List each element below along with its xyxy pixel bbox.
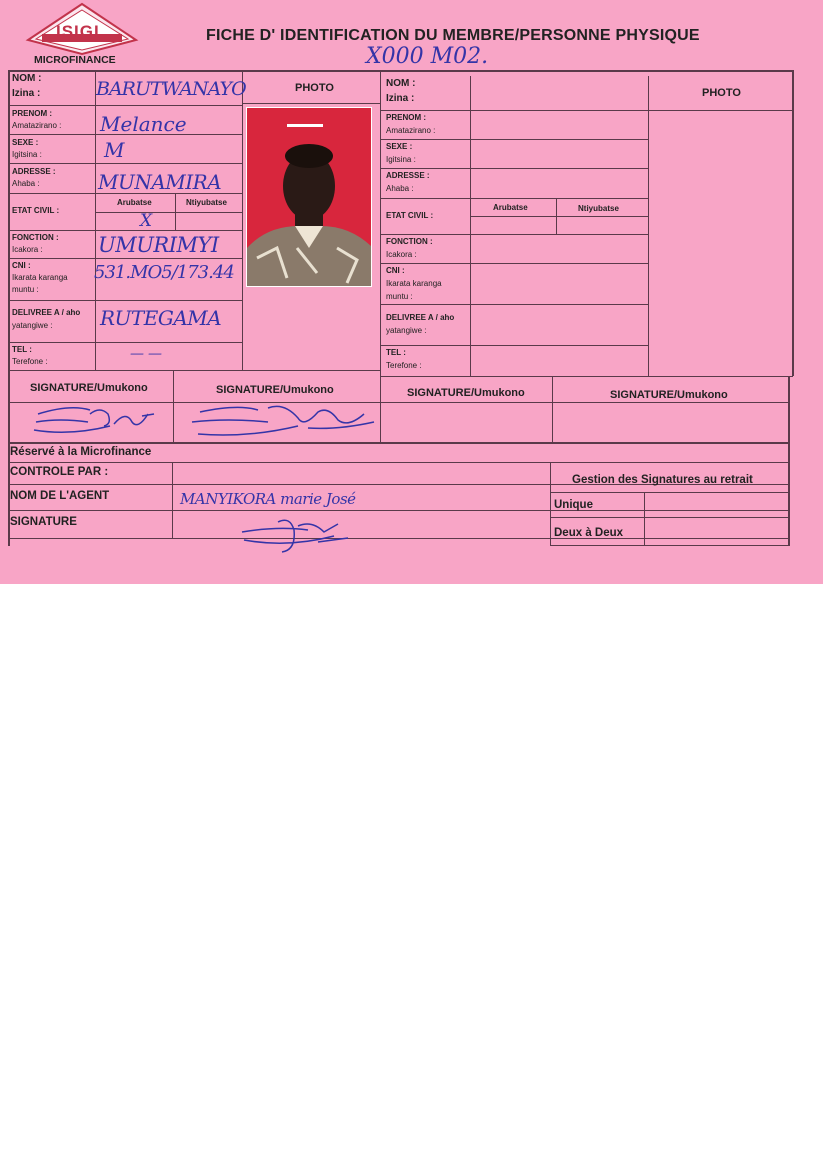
agent-name-value: MANYIKORA marie José	[180, 490, 356, 508]
fonction-label: FONCTION :	[12, 233, 59, 242]
etat-civil-label-2: ETAT CIVIL :	[386, 211, 434, 220]
prenom-label: PRENOM :	[12, 109, 52, 118]
etat-civil-mark: X	[140, 211, 153, 231]
sexe-label: SEXE :	[12, 138, 39, 147]
tel-label: TEL :	[12, 345, 32, 354]
member-nom-value: BARUTWANAYO	[96, 78, 246, 100]
agent-signature	[238, 512, 358, 558]
member-signature-2	[188, 398, 388, 442]
person-photo-icon	[247, 108, 372, 287]
cni-sub1-label-2: Ikarata karanga	[386, 279, 442, 288]
member-tel-value: ——	[130, 346, 166, 362]
fonction-sub-label: Icakora :	[12, 245, 43, 254]
signature-label-2: SIGNATURE/Umukono	[216, 384, 334, 396]
fonction-sub-label-2: Icakora :	[386, 250, 417, 259]
cni-sub2-label-2: muntu :	[386, 292, 413, 301]
sexe-sub-label: Igitsina :	[12, 150, 42, 159]
ntiyubatse-label: Ntiyubatse	[186, 198, 227, 207]
controle-label: CONTROLE PAR :	[10, 466, 109, 478]
reserve-label: Réservé à la Microfinance	[10, 446, 152, 458]
logo-tagline: MICROFINANCE	[34, 54, 116, 66]
tel-label-2: TEL :	[386, 348, 406, 357]
signature-label-4: SIGNATURE/Umukono	[610, 389, 728, 401]
tel-sub-label: Terefone :	[12, 357, 48, 366]
signature-label-3: SIGNATURE/Umukono	[407, 387, 525, 399]
cni-label-2: CNI :	[386, 266, 405, 275]
delivree-label-2: DELIVREE A / aho	[386, 313, 455, 322]
nom-sub-label-2: Izina :	[386, 93, 415, 104]
signature-agent-label: SIGNATURE	[10, 516, 77, 528]
fonction-label-2: FONCTION :	[386, 237, 433, 246]
logo-name: ISIGI	[56, 22, 100, 41]
delivree-sub-label: yatangiwe :	[12, 321, 53, 330]
adresse-label: ADRESSE :	[12, 167, 56, 176]
delivree-label: DELIVREE A / aho	[12, 308, 81, 317]
member-delivree-value: RUTEGAMA	[100, 306, 222, 330]
member-sexe-value: M	[104, 138, 125, 162]
cni-sub2-label: muntu :	[12, 285, 39, 294]
arubatse-label: Arubatse	[117, 198, 152, 207]
ntiyubatse-label-2: Ntiyubatse	[578, 204, 619, 213]
member-cni-value: 531.MO5/173.44	[94, 262, 234, 283]
nom-label-2: NOM :	[386, 78, 416, 89]
unique-label: Unique	[554, 499, 593, 511]
member-prenom-value: Melance	[100, 112, 187, 136]
cni-label: CNI :	[12, 261, 31, 270]
arubatse-label-2: Arubatse	[493, 203, 528, 212]
prenom-sub-label: Amatazirano :	[12, 121, 62, 130]
adresse-sub-label: Ahaba :	[12, 179, 40, 188]
nom-label: NOM :	[12, 73, 42, 84]
identification-card	[0, 0, 823, 584]
etat-civil-label: ETAT CIVIL :	[12, 206, 60, 215]
photo-label-left: PHOTO	[295, 82, 334, 94]
deux-a-deux-label: Deux à Deux	[554, 527, 624, 539]
cni-sub1-label: Ikarata karanga	[12, 273, 68, 282]
form-number: X000 M02.	[366, 44, 489, 69]
prenom-label-2: PRENOM :	[386, 113, 426, 122]
member-fonction-value: UMURIMYI	[98, 233, 219, 257]
member-photo	[246, 107, 372, 287]
member-signature-1	[30, 400, 160, 442]
sexe-sub-label-2: Igitsina :	[386, 155, 416, 164]
adresse-sub-label-2: Ahaba :	[386, 184, 414, 193]
nom-sub-label: Izina :	[12, 88, 41, 99]
sexe-label-2: SEXE :	[386, 142, 413, 151]
adresse-label-2: ADRESSE :	[386, 171, 430, 180]
signature-label-1: SIGNATURE/Umukono	[30, 382, 148, 394]
gestion-label: Gestion des Signatures au retrait	[572, 474, 753, 486]
prenom-sub-label-2: Amatazirano :	[386, 126, 436, 135]
delivree-sub-label-2: yatangiwe :	[386, 326, 427, 335]
form-title: FICHE D' IDENTIFICATION DU MEMBRE/PERSONNE PHYSIQUE	[206, 27, 700, 44]
member-adresse-value: MUNAMIRA	[98, 170, 222, 194]
tel-sub-label-2: Terefone :	[386, 361, 422, 370]
photo-label-right: PHOTO	[702, 87, 741, 99]
nom-agent-label: NOM DE L'AGENT	[10, 490, 110, 502]
